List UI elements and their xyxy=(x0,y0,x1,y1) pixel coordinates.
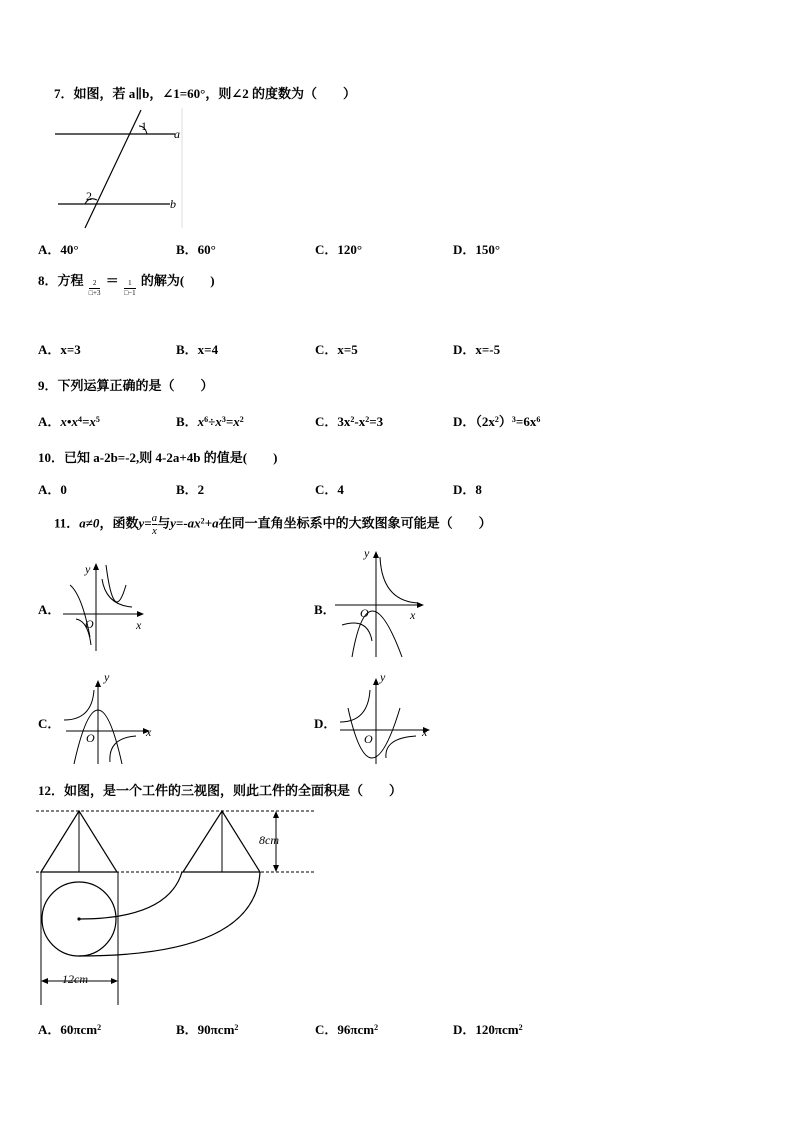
q11-a-x-label: x xyxy=(136,618,142,632)
q11-graph-b[interactable] xyxy=(330,545,430,660)
angle-1-label: 1 xyxy=(141,119,147,133)
q11-text-post: 在同一直角坐标系中的大致图象可能是（ ） xyxy=(218,515,492,531)
q9-d-tail: =6x xyxy=(515,414,537,429)
q11-b-y-label: y xyxy=(364,546,370,560)
q9-c-expr: 3x xyxy=(337,414,351,429)
q9-d-label: D． xyxy=(453,414,476,429)
question-12-three-view-figure xyxy=(30,805,320,1010)
q9-d-sup2: 3 xyxy=(511,415,516,424)
q8-option-a[interactable]: A．x=3 xyxy=(38,342,81,357)
question-7-text: 7．如图，若 a∥b，∠1=60°，则∠2 的度数为（ ） xyxy=(54,86,357,101)
q9-a-mid: =x xyxy=(81,414,96,429)
q9-d-sup3: 6 xyxy=(536,415,541,424)
question-7-figure xyxy=(55,108,190,230)
q12-b-label: B．90πcm xyxy=(176,1022,235,1037)
q9-b-expr: x xyxy=(197,414,205,429)
q11-option-d[interactable]: D． xyxy=(314,716,337,731)
q11-a-origin: O xyxy=(85,617,94,631)
transversal xyxy=(85,110,141,228)
q9-option-b[interactable] xyxy=(176,411,244,430)
question-9-text: 9．下列运算正确的是（ ） xyxy=(38,378,214,393)
q7-option-b[interactable]: B．60° xyxy=(176,242,216,257)
q9-c-sup1: 2 xyxy=(350,415,355,424)
q9-d-expr: （2x xyxy=(475,414,495,429)
q9-c-sup2: 2 xyxy=(365,415,370,424)
q8-frac2-den: □−1 xyxy=(123,289,136,297)
question-10-text: 10．已知 a-2b=-2,则 4-2a+4b 的值是( ) xyxy=(38,450,278,465)
q9-a-expr: x•x xyxy=(60,414,78,429)
q8-text-pre: 8．方程 xyxy=(38,273,84,288)
q8-option-c[interactable]: C．x=5 xyxy=(315,342,358,357)
q9-c-tail: =3 xyxy=(369,414,384,429)
q11-frac-den: x xyxy=(151,525,157,537)
q9-a-sup1: 4 xyxy=(77,415,82,424)
q9-b-sup2: 3 xyxy=(221,415,226,424)
q8-frac1-den: □+3 xyxy=(88,289,101,297)
line-b-label: b xyxy=(170,197,176,211)
q9-a-label: A． xyxy=(38,414,61,429)
q11-option-a[interactable]: A． xyxy=(38,602,61,617)
q9-c-label: C． xyxy=(315,414,338,429)
q8-option-d[interactable]: D．x=-5 xyxy=(453,342,501,357)
q9-d-mid: ） xyxy=(498,414,512,429)
q11-func2: y=-ax xyxy=(170,515,201,531)
q8-frac1-num: 2 xyxy=(92,279,97,287)
q12-option-d[interactable] xyxy=(453,1019,523,1038)
q11-d-x-label: x xyxy=(422,725,428,739)
q12-a-sup: 2 xyxy=(97,1023,102,1032)
q8-frac2-num: 1 xyxy=(128,279,132,287)
q10-option-d[interactable]: D．8 xyxy=(453,482,482,497)
q9-option-a[interactable] xyxy=(38,411,100,430)
q12-d-sup: 2 xyxy=(518,1023,523,1032)
line-a-label: a xyxy=(174,127,180,141)
q9-b-tail: =x xyxy=(225,414,240,429)
question-11-text xyxy=(54,512,492,537)
q12-option-a[interactable] xyxy=(38,1019,101,1038)
q11-c-y-label: y xyxy=(104,670,110,684)
q12-c-label: C．96πcm xyxy=(315,1022,375,1037)
q10-option-a[interactable]: A．0 xyxy=(38,482,67,497)
q9-a-sup2: 5 xyxy=(95,415,100,424)
q9-b-sup1: 6 xyxy=(204,415,209,424)
q11-graph-a[interactable] xyxy=(58,555,158,655)
q9-d-sup1: 2 xyxy=(494,415,499,424)
question-8-text xyxy=(38,270,215,298)
q11-cond: a≠0 xyxy=(79,515,100,531)
q11-func2-tail: +a xyxy=(204,515,219,531)
q11-graph-c[interactable] xyxy=(58,668,158,768)
q10-option-c[interactable]: C．4 xyxy=(315,482,344,497)
q11-text-pre: 11． xyxy=(54,515,80,531)
q12-width-label: 12cm xyxy=(62,972,88,986)
q11-func1-lhs: y= xyxy=(138,515,152,531)
q9-b-mid: ÷x xyxy=(208,414,222,429)
q12-a-label: A．60πcm xyxy=(38,1022,98,1037)
q11-func2-sup: 2 xyxy=(200,516,205,526)
q9-option-d[interactable] xyxy=(453,411,540,430)
q11-d-origin: O xyxy=(364,732,373,746)
q12-c-sup: 2 xyxy=(374,1023,379,1032)
q11-c-origin: O xyxy=(86,731,95,745)
q11-option-b[interactable]: B． xyxy=(314,602,336,617)
q9-c-mid: -x xyxy=(354,414,366,429)
q11-frac-num: a xyxy=(151,512,158,524)
q12-option-c[interactable] xyxy=(315,1019,378,1038)
q11-a-y-label: y xyxy=(85,562,91,576)
q7-option-c[interactable]: C．120° xyxy=(315,242,363,257)
q8-text-post: 的解为( ) xyxy=(140,273,215,288)
q11-option-c[interactable]: C． xyxy=(38,716,61,731)
q11-b-x-label: x xyxy=(410,608,416,622)
q11-d-y-label: y xyxy=(380,670,386,684)
q11-graph-d[interactable] xyxy=(330,668,435,768)
q9-b-label: B． xyxy=(176,414,198,429)
q8-equals: ＝ xyxy=(105,273,119,288)
q8-fraction-1 xyxy=(89,279,101,298)
angle-2-label: 2 xyxy=(86,189,92,203)
q12-option-b[interactable] xyxy=(176,1019,238,1038)
q7-option-a[interactable]: A．40° xyxy=(38,242,79,257)
q8-fraction-2 xyxy=(124,279,136,298)
q9-option-c[interactable] xyxy=(315,411,383,430)
q11-text-mid1: ，函数 xyxy=(99,515,139,531)
question-12-text: 12．如图，是一个工件的三视图，则此工件的全面积是（ ） xyxy=(38,783,403,798)
q11-c-x-label: x xyxy=(146,725,152,739)
q12-height-label: 8cm xyxy=(259,833,279,847)
q8-option-b[interactable]: B．x=4 xyxy=(176,342,219,357)
q11-text-mid2: 与 xyxy=(157,515,171,531)
q11-b-origin: O xyxy=(360,606,369,620)
q9-b-sup3: 2 xyxy=(239,415,244,424)
q7-option-d[interactable]: D．150° xyxy=(453,242,501,257)
q12-d-label: D．120πcm xyxy=(453,1022,519,1037)
q12-b-sup: 2 xyxy=(234,1023,239,1032)
q10-option-b[interactable]: B．2 xyxy=(176,482,205,497)
